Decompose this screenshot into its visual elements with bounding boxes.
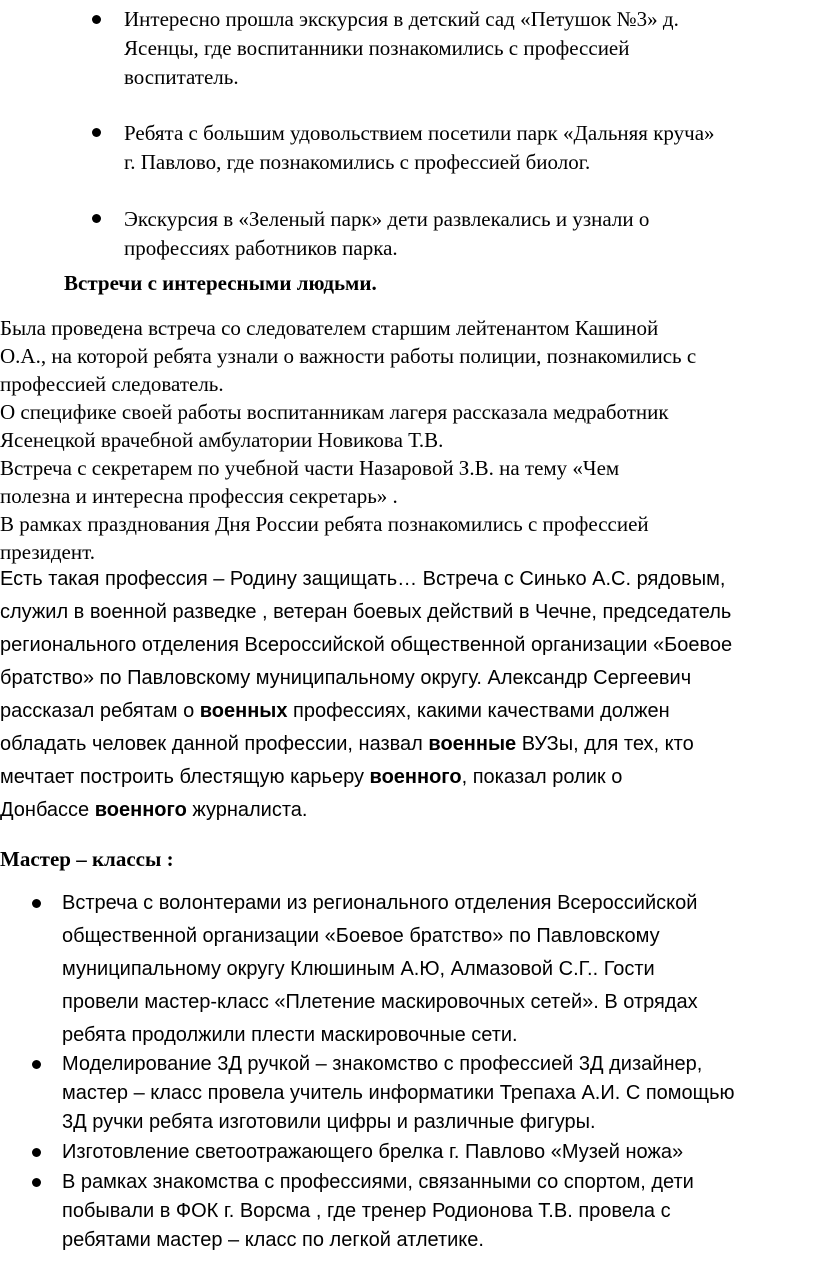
emphasis-word: военного xyxy=(94,799,187,821)
text-run: ВУЗы, для тех, кто xyxy=(516,733,694,755)
text-run: мечтает построить блестящую карьеру xyxy=(0,766,370,788)
list-item-line: г. Павлово, где познакомились с профессией биолог. xyxy=(124,150,591,174)
list-item-line: В рамках знакомства с профессиями, связанными со спортом, дети xyxy=(62,1171,694,1193)
list-item-line: мастер – класс провела учитель информатики Трепаха А.И. С помощью xyxy=(62,1082,735,1104)
paragraph-line xyxy=(0,764,622,790)
paragraph-line xyxy=(0,797,307,823)
list-item-line: провели мастер-класс «Плетение маскировочных сетей». В отрядах xyxy=(62,991,698,1013)
list-item-line: Моделирование 3Д ручкой – знакомство с профессией 3Д дизайнер, xyxy=(62,1053,703,1075)
bullet-icon xyxy=(92,214,101,223)
list-item-line: Ясенцы, где воспитанники познакомились с профессией xyxy=(124,36,630,60)
paragraph-line: Была проведена встреча со следователем старшим лейтенантом Кашиной xyxy=(0,316,659,340)
paragraph-line: Ясенецкой врачебной амбулатории Новикова Т.В. xyxy=(0,428,444,452)
text-run: обладать человек данной профессии, назвал xyxy=(0,733,429,755)
list-item-line: ребятами мастер – класс по легкой атлетике. xyxy=(62,1229,484,1251)
text-run: профессиях, какими качествами должен xyxy=(287,700,670,722)
paragraph-line xyxy=(0,731,694,757)
bullet-icon xyxy=(32,899,41,908)
paragraph-line: президент. xyxy=(0,540,95,564)
text-run: журналиста. xyxy=(186,799,308,821)
bullet-icon xyxy=(32,1178,41,1187)
list-item-line: профессиях работников парка. xyxy=(124,236,398,260)
list-item-line: воспитатель. xyxy=(124,65,239,89)
list-item-line: Изготовление светоотражающего брелка г. Павлово «Музей ножа» xyxy=(62,1141,684,1163)
emphasis-word: военных xyxy=(199,700,288,722)
list-item-line: общественной организации «Боевое братство» по Павловскому xyxy=(62,925,660,947)
paragraph-line: регионального отделения Всероссийской общественной организации «Боевое xyxy=(0,634,733,656)
paragraph-line: В рамках празднования Дня России ребята познакомились с профессией xyxy=(0,512,649,536)
section-heading-meetings: Встречи с интересными людьми. xyxy=(64,271,377,295)
text-run: Донбассе xyxy=(0,799,95,821)
paragraph-line: братство» по Павловскому муниципальному округу. Александр Сергеевич xyxy=(0,667,692,689)
list-item-line: ребята продолжили плести маскировочные сети. xyxy=(62,1024,518,1046)
list-item-line: Ребята с большим удовольствием посетили парк «Дальняя круча» xyxy=(124,121,715,145)
bullet-icon xyxy=(92,128,101,137)
bullet-icon xyxy=(32,1060,41,1069)
list-item-line: Экскурсия в «Зеленый парк» дети развлекались и узнали о xyxy=(124,207,650,231)
emphasis-word: военного xyxy=(369,766,462,788)
paragraph-line xyxy=(0,698,670,724)
bullet-icon xyxy=(32,1148,41,1157)
emphasis-word: военные xyxy=(428,733,517,755)
paragraph-line: О.А., на которой ребята узнали о важности работы полиции, познакомились с xyxy=(0,344,697,368)
paragraph-line: служил в военной разведке , ветеран боевых действий в Чечне, председатель xyxy=(0,601,732,623)
paragraph-line: профессией следователь. xyxy=(0,372,224,396)
paragraph-line: О специфике своей работы воспитанникам лагеря рассказала медработник xyxy=(0,400,669,424)
paragraph-line: Встреча с секретарем по учебной части Назаровой З.В. на тему «Чем xyxy=(0,456,620,480)
list-item-line: Интересно прошла экскурсия в детский сад «Петушок №3» д. xyxy=(124,7,679,31)
section-heading-master-classes: Мастер – классы : xyxy=(0,847,174,871)
paragraph-line: полезна и интересна профессия секретарь» . xyxy=(0,484,398,508)
bullet-icon xyxy=(92,15,101,24)
text-run: рассказал ребятам о xyxy=(0,700,200,722)
list-item-line: муниципальному округу Клюшиным А.Ю, Алмазовой С.Г.. Гости xyxy=(62,958,655,980)
text-run: , показал ролик о xyxy=(461,766,623,788)
list-item-line: Встреча с волонтерами из регионального отделения Всероссийской xyxy=(62,892,698,914)
list-item-line: побывали в ФОК г. Ворсма , где тренер Родионова Т.В. провела с xyxy=(62,1200,671,1222)
paragraph-line: Есть такая профессия – Родину защищать… Встреча с Синько А.С. рядовым, xyxy=(0,568,726,590)
list-item-line: 3Д ручки ребята изготовили цифры и различные фигуры. xyxy=(62,1111,596,1133)
